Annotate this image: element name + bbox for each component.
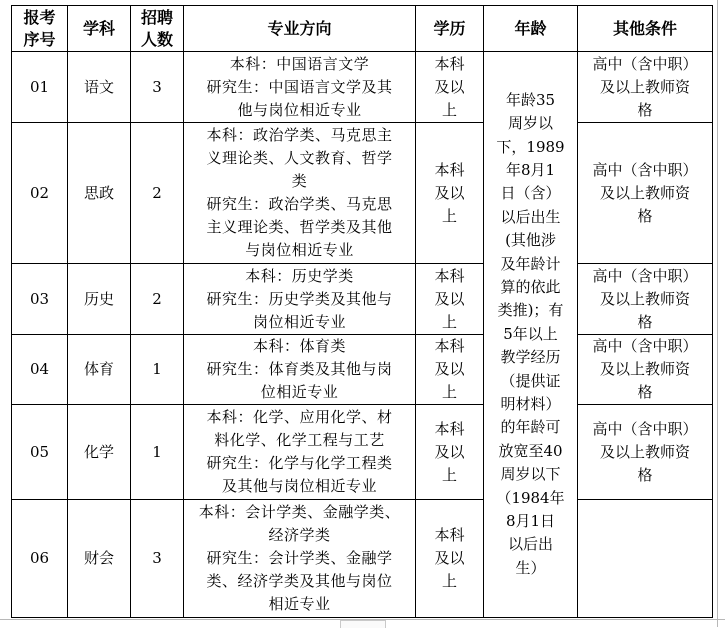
count-cell: 3 (131, 52, 184, 123)
table-row (12, 500, 713, 618)
education-cell: 本科 及以 上 (416, 405, 484, 500)
count-cell: 1 (131, 335, 184, 405)
major-cell: 本科：中国语言文学 研究生：中国语言文学及其 他与岗位相近专业 (184, 52, 416, 123)
education-cell: 本科 及以 上 (416, 500, 484, 618)
seq-cell: 05 (12, 405, 68, 500)
other-condition-cell: 高中（含中职） 及以上教师资 格 (578, 405, 713, 500)
subject-cell: 历史 (68, 264, 131, 335)
education-cell: 本科 及以 上 (416, 264, 484, 335)
header-count: 招聘 人数 (131, 6, 184, 52)
education-cell: 本科 及以 上 (416, 335, 484, 405)
major-cell: 本科：政治学类、马克思主 义理论类、人文教育、哲学 类 研究生：政治学类、马克思 主义理论类、哲学类及其他 与岗位相近专业 (184, 123, 416, 264)
recruitment-table (11, 5, 713, 618)
subject-cell: 化学 (68, 405, 131, 500)
header-seq: 报考 序号 (12, 6, 68, 52)
header-major: 专业方向 (184, 6, 416, 52)
major-cell: 本科：体育类 研究生：体育类及其他与岗 位相近专业 (184, 335, 416, 405)
header-age: 年龄 (484, 6, 578, 52)
count-cell: 2 (131, 123, 184, 264)
seq-cell: 02 (12, 123, 68, 264)
other-condition-cell: 高中（含中职） 及以上教师资 格 (578, 264, 713, 335)
subject-cell: 体育 (68, 335, 131, 405)
table-row (12, 123, 713, 264)
subject-cell: 语文 (68, 52, 131, 123)
table-row (12, 335, 713, 405)
other-condition-cell: 高中（含中职） 及以上教师资 格 (578, 123, 713, 264)
table-row (12, 264, 713, 335)
major-cell: 本科：历史学类 研究生：历史学类及其他与 岗位相近专业 (184, 264, 416, 335)
table-row (12, 52, 713, 123)
other-condition-cell (578, 500, 713, 618)
seq-cell: 06 (12, 500, 68, 618)
subject-cell: 财会 (68, 500, 131, 618)
window-right-edge (717, 0, 718, 627)
other-condition-cell: 高中（含中职） 及以上教师资 格 (578, 52, 713, 123)
header-education: 学历 (416, 6, 484, 52)
education-cell: 本科 及以 上 (416, 123, 484, 264)
subject-cell: 思政 (68, 123, 131, 264)
header-other: 其他条件 (578, 6, 713, 52)
seq-cell: 04 (12, 335, 68, 405)
count-cell: 1 (131, 405, 184, 500)
header-subject: 学科 (68, 6, 131, 52)
education-cell: 本科 及以 上 (416, 52, 484, 123)
other-condition-cell: 高中（含中职） 及以上教师资 格 (578, 335, 713, 405)
count-cell: 2 (131, 264, 184, 335)
age-requirement-cell: 年龄35 周岁以 下，1989 年8月1 日（含） 以后出生 (其他涉 及年龄计 算的依此 类推)；有 5年以上 教学经历 （提供证 明材料） 的年龄可 放宽至40 周岁以下 （1984年 8月1日 以后出 生） (484, 52, 578, 618)
seq-cell: 01 (12, 52, 68, 123)
count-cell: 3 (131, 500, 184, 618)
major-cell: 本科：会计学类、金融学类、 经济学类 研究生：会计学类、金融学 类、经济学类及其他与岗位 相近专业 (184, 500, 416, 618)
table-header-row (12, 6, 713, 52)
table-row (12, 405, 713, 500)
seq-cell: 03 (12, 264, 68, 335)
major-cell: 本科：化学、应用化学、材 料化学、化学工程与工艺 研究生：化学与化学工程类 及其他与岗位相近专业 (184, 405, 416, 500)
